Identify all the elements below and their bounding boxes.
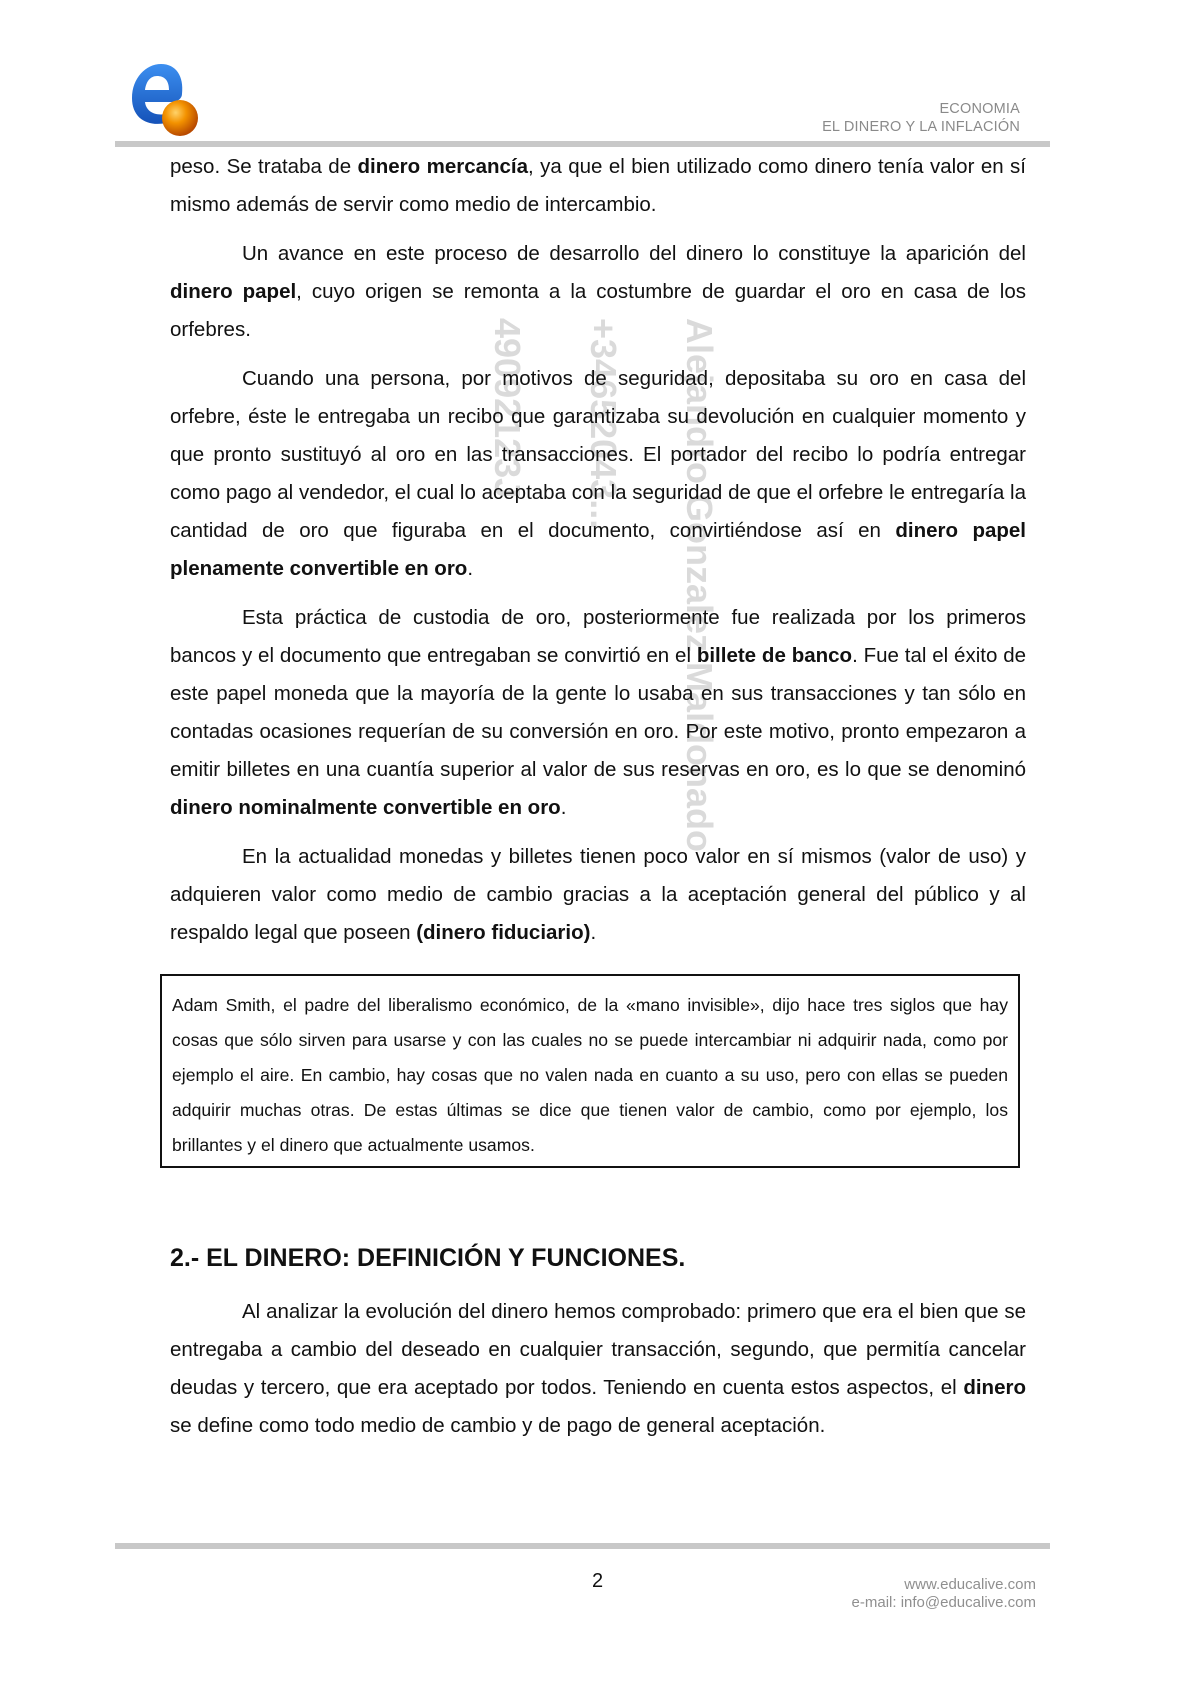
quote-box [160, 974, 1020, 1168]
header-topic: EL DINERO Y LA INFLACIÓN [822, 119, 1020, 135]
paragraph [170, 838, 1026, 952]
text-run: Al analizar la evolución del dinero hemos comprobado: primero que era el bien que se entregaba a cambio del deseado en cualquier transacción, segundo, que permitía cancelar deudas y tercero, que era aceptado por todos. Teniendo en cuenta estos aspectos, el [170, 1300, 1026, 1399]
text-run: Cuando una persona, por motivos de seguridad, depositaba su oro en casa del orfebre, éste le entregaba un recibo que garantizaba su devolución en cualquier momento y que pronto sustituyó al oro en las transacciones. El portador del recibo lo podría entregar como pago al vendedor, el cual lo aceptaba con la seguridad de que el orfebre le entregaría la cantidad de oro que figuraba en el documento, convirtiéndose así en [170, 367, 1026, 542]
watermark-name: Alejandro Gonzalez Maldonado [679, 318, 720, 853]
bold-term: billete de banco [696, 644, 853, 667]
text-run: Esta práctica de custodia de oro, posteriormente fue realizada por los primeros bancos y el documento que entregaban se convirtió en el [170, 606, 1026, 667]
header-subject: ECONOMIA [939, 101, 1020, 117]
text-run: . Fue tal el éxito de este papel moneda que la mayoría de la gente lo usaba en sus transacciones y tan sólo en contadas ocasiones requerían de su conversión en oro. Por este motivo, pronto empezaron a emitir billetes en una cuantía superior al valor de sus reservas en oro, es lo que se denominó [170, 644, 1027, 781]
bold-term: dinero papel [170, 280, 297, 303]
header-rule [115, 141, 1050, 147]
text-run: peso. Se trataba de [170, 155, 358, 178]
paragraph [170, 599, 1026, 827]
paragraph [170, 360, 1026, 588]
footer-website[interactable]: www.educalive.com [904, 1576, 1036, 1593]
footer-rule [115, 1543, 1050, 1549]
bold-term: dinero mercancía [357, 155, 529, 178]
watermark-id: 49092123J [487, 318, 528, 499]
paragraph [170, 148, 1026, 224]
paragraph [170, 1293, 1026, 1445]
text-run: En la actualidad monedas y billetes tienen poco valor en sí mismos (valor de uso) y adquieren valor como medio de cambio gracias a la aceptación general del público y al respaldo legal que poseen [170, 845, 1026, 944]
body-text [170, 148, 1026, 963]
footer-contact [852, 1576, 1036, 1612]
e-logo-icon [128, 58, 203, 140]
bold-term: dinero nominalmente convertible en oro [170, 796, 561, 819]
text-run: se define como todo medio de cambio y de pago de general aceptación. [170, 1414, 826, 1437]
quote-text: Adam Smith, el padre del liberalismo económico, de la «mano invisible», dijo hace tres siglos que hay cosas que sólo sirven para usarse y con las cuales no se puede intercambiar ni adquirir nada, como por ejemplo el aire. En cambio, hay cosas que no valen nada en cuanto a su uso, pero con ellas se pueden adquirir muchas otras. De estas últimas se dice que tienen valor de cambio, como por ejemplo, los brillantes y el dinero que actualmente usamos. [172, 995, 1008, 1155]
text-run: , ya que el bien utilizado como dinero tenía valor en sí mismo además de servir como medio de intercambio. [170, 155, 1026, 216]
text-run: Un avance en este proceso de desarrollo del dinero lo constituye la aparición del [242, 242, 1026, 265]
text-run: . [560, 796, 567, 819]
educalive-logo [128, 58, 203, 140]
bold-term: (dinero fiduciario) [416, 921, 591, 944]
section-body [170, 1293, 1026, 1456]
page-number: 2 [592, 1570, 604, 1592]
running-header [822, 100, 1020, 136]
footer-email[interactable]: e-mail: info@educalive.com [851, 1594, 1036, 1611]
text-run: . [467, 557, 474, 580]
text-run: . [590, 921, 597, 944]
bold-term: dinero papel plenamente convertible en oro [170, 519, 1026, 580]
bold-term: dinero [963, 1376, 1026, 1399]
paragraph [170, 235, 1026, 349]
text-run: , cuyo origen se remonta a la costumbre de guardar el oro en casa de los orfebres. [170, 280, 1026, 341]
watermark-phone: +34652043... [583, 318, 624, 530]
section-heading: 2.- EL DINERO: DEFINICIÓN Y FUNCIONES. [170, 1244, 686, 1272]
